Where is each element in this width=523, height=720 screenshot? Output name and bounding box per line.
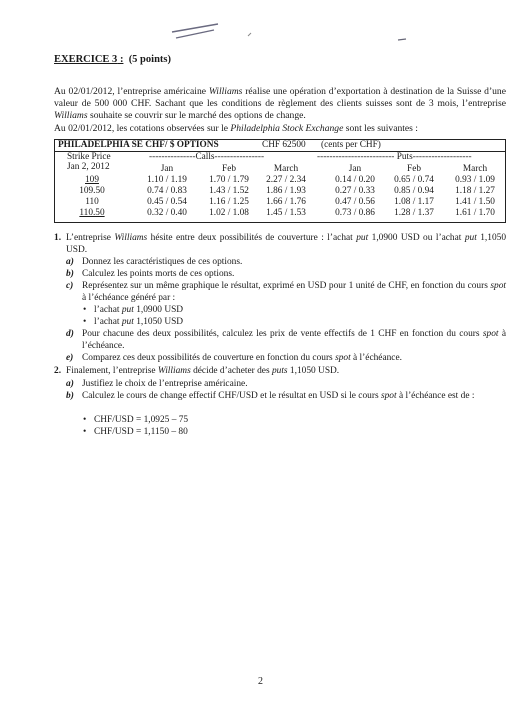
table-cell: 0.14 / 0.20 [335, 175, 375, 185]
exercise-title [54, 54, 171, 65]
month-header: Jan [348, 164, 362, 174]
table-cell: 0.27 / 0.33 [335, 186, 375, 196]
table-cell: 1.02 / 1.08 [209, 208, 249, 218]
puts-label: ------------------------- Puts------------------- [317, 152, 472, 162]
sub-letter: c) [66, 281, 74, 291]
scribble-mark [170, 18, 410, 48]
table-cell: 0.73 / 0.86 [335, 208, 375, 218]
page-number: 2 [258, 676, 263, 687]
month-header: Feb [222, 164, 236, 174]
quotes-intro: Au 02/01/2012, les cotations observées sur le Philadelphia Stock Exchange sont les suivantes : [54, 123, 418, 134]
strike-price: 109 [85, 175, 99, 185]
sub-letter: a) [66, 379, 74, 389]
table-cell: 1.70 / 1.79 [209, 175, 249, 185]
table-cell: 0.45 / 0.54 [147, 197, 187, 207]
table-cell: 1.10 / 1.19 [147, 175, 187, 185]
strike-label: Strike Price [67, 152, 111, 162]
sub-text: Calculez le cours de change effectif CHF/USD et le résultat en USD si le cours spot à l’échéance est de : [82, 391, 475, 401]
exercise-points: (5 points) [128, 54, 171, 65]
sub-text: Comparez ces deux possibilités de couverture en fonction du cours spot à l’échéance. [82, 353, 402, 363]
sub-letter: d) [66, 329, 74, 339]
table-header [55, 140, 505, 152]
date-label: Jan 2, 2012 [67, 162, 110, 172]
month-header: March [273, 164, 299, 174]
table-cell: 1.66 / 1.76 [266, 197, 306, 207]
question-number: 1. [54, 233, 62, 243]
exercise-colon: : [117, 54, 124, 65]
sub-letter: a) [66, 257, 74, 267]
sub-letter: b) [66, 269, 74, 279]
question-text: Finalement, l’entreprise Williams décide d’acheter des puts 1,1050 USD. [66, 366, 340, 376]
table-cell: 0.85 / 0.94 [394, 186, 434, 196]
table-cell: 1.61 / 1.70 [455, 208, 495, 218]
month-header: Feb [407, 164, 421, 174]
table-title: PHILADELPHIA SE CHF/ $ OPTIONS [58, 140, 219, 150]
table-cell: 2.27 / 2.34 [266, 175, 306, 185]
question-number: 2. [54, 366, 62, 376]
month-header: Jan [160, 164, 174, 174]
strike-price: 110.50 [79, 208, 105, 218]
options-table [54, 139, 506, 223]
table-cell: 0.32 / 0.40 [147, 208, 187, 218]
table-cell: 0.93 / 1.09 [455, 175, 495, 185]
table-cell: 0.74 / 0.83 [147, 186, 187, 196]
table-cell: 0.65 / 0.74 [394, 175, 434, 185]
table-cell: 1.41 / 1.50 [455, 197, 495, 207]
table-contract: CHF 62500 [262, 140, 306, 150]
table-cell: 1.43 / 1.52 [209, 186, 249, 196]
sub-text: Justifiez le choix de l’entreprise américaine. [82, 379, 248, 389]
document-page: EXERCICE 3 : (5 points) Au 02/01/2012, l’entreprise américaine Williams réalise une opération d’exportation à destination de la Suisse d’une valeur de 500 000 CHF. Sachant que les conditions de règlement des clients suisses sont de 3 mois, l’entreprise Williams souhaite se couvrir sur le marché des options de change. Au 02/01/2012, les cotations observées sur le Philadelphia Stock Exchange sont les suivantes : PHILADELPHIA SE CHF/ $ OPTIONS CHF 62500 (cents per CHF) Strike Price Jan 2, 2012 ---------------Calls---------------- ------------------------- Puts------------------- Jan Feb March Jan Feb March 109 1.10 / 1.19 1.70 / 1.79 2.27 / 2.34 0.14 / 0.20 0.65 / 0.74 0.93 / 1.09 109.50 0.74 / 0.83 1.43 / 1.52 1.86 / 1.93 0.27 / 0.33 0.85 / 0.94 1.18 / 1.27 110 0.45 / 0.54 1.16 / 1.25 1.66 / 1.76 0.47 / 0.56 1.08 / 1.17 1.41 / 1.50 110.50 0.32 / 0.40 1.02 / 1.08 1.45 / 1.53 0.73 / 0.86 1.28 / 1.37 1.61 / 1.70 1. L’entreprise Williams hésite entre deux possibilités de couverture : l’achat put 1,0900 USD ou l’achat put 1,1050 USD. a) Donnez les caractéristiques de ces options. b) Calculez les points morts de ces options. c) Représentez sur un même graphique le résultat, exprimé en USD pour 1 unité de CHF, en fonction du cours spot à l’échéance généré par : • l’achat put 1,0900 USD • l’achat put 1,1050 USD d) Pour chacune des deux possibilités, calculez les prix de vente effectifs de 1 CHF en fonction du cours spot à l’échéance. e) Comparez ces deux possibilités de couverture en fonction du cours spot à l’échéance. 2. Finalement, l’entreprise Williams décide d’acheter des puts 1,1050 USD. a) Justifiez le choix de l’entreprise américaine. b) Calculez le cours de change effectif CHF/USD et le résultat en USD si le cours spot à l’échéance est de : • CHF/USD = 1,0925 – 75 • CHF/USD = 1,1150 – 80 2 [0, 0, 523, 720]
exercise-label: EXERCICE 3 [54, 54, 118, 65]
sub-text: Pour chacune des deux possibilités, calculez les prix de vente effectifs de 1 CHF en fonction du cours spot à l’échéance. [82, 329, 506, 351]
table-cell: 1.16 / 1.25 [209, 197, 249, 207]
table-unit: (cents per CHF) [321, 140, 381, 150]
table-cell: 1.45 / 1.53 [266, 208, 306, 218]
table-cell: 0.47 / 0.56 [335, 197, 375, 207]
question-text: L’entreprise Williams hésite entre deux possibilités de couverture : l’achat put 1,0900 USD ou l’achat put 1,1050 USD. [66, 233, 507, 255]
strike-price: 109.50 [79, 186, 105, 196]
sub-letter: e) [66, 353, 74, 363]
table-cell: 1.28 / 1.37 [394, 208, 434, 218]
month-header: March [462, 164, 488, 174]
strike-price: 110 [85, 197, 99, 207]
sub-text: Calculez les points morts de ces options. [82, 269, 235, 279]
calls-label: ---------------Calls---------------- [149, 152, 265, 162]
sub-text: Donnez les caractéristiques de ces options. [82, 257, 243, 267]
sub-letter: b) [66, 391, 74, 401]
table-cell: 1.08 / 1.17 [394, 197, 434, 207]
sub-text: Représentez sur un même graphique le résultat, exprimé en USD pour 1 unité de CHF, en fonction du cours spot à l’échéance généré par : [82, 281, 506, 303]
table-cell: 1.18 / 1.27 [455, 186, 495, 196]
intro-paragraph: Au 02/01/2012, l’entreprise américaine Williams réalise une opération d’exportation à destination de la Suisse d’une valeur de 500 000 CHF. Sachant que les conditions de règlement des clients suisses sont de 3 mois, l’entreprise Williams souhaite se couvrir sur le marché des options de change. [54, 86, 506, 121]
table-cell: 1.86 / 1.93 [266, 186, 306, 196]
